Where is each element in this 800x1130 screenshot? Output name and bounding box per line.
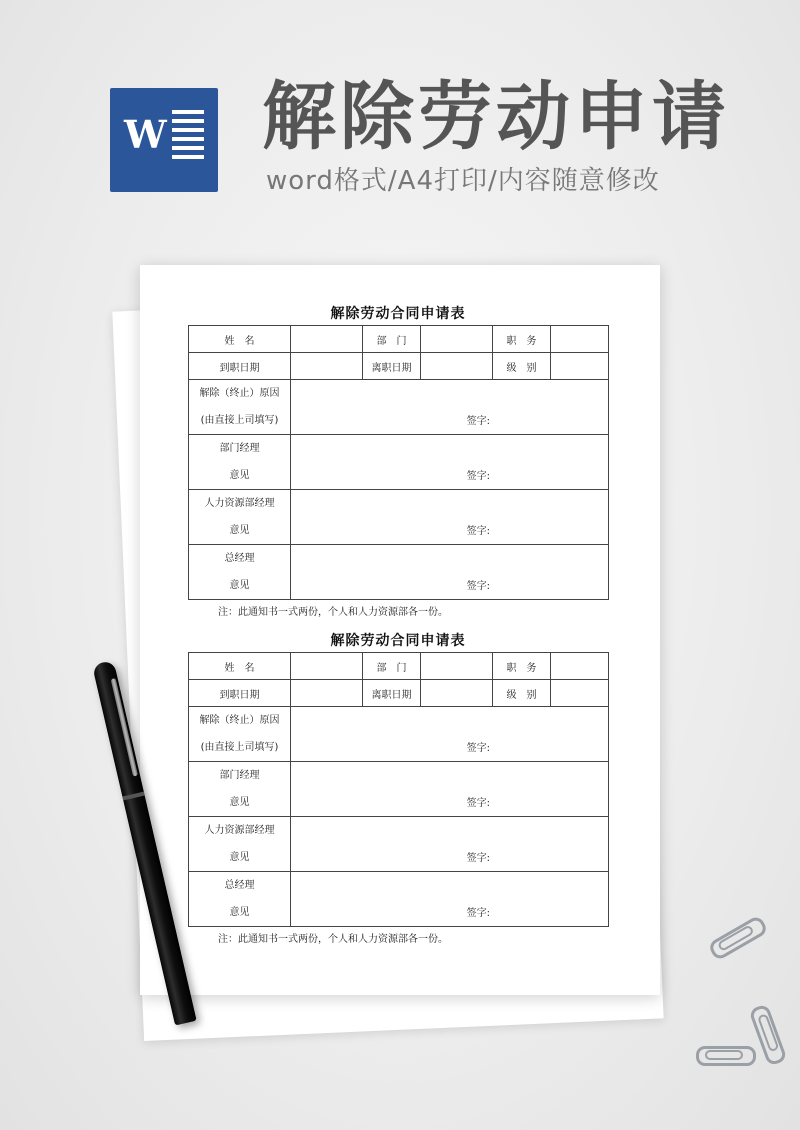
dept-field[interactable] (421, 653, 493, 680)
gm-label-line2: 意见 (229, 580, 250, 591)
word-icon-lines (172, 110, 204, 164)
form-title: 解除劳动合同申请表 (330, 306, 466, 322)
reason-label-line2: (由直接上司填写) (200, 742, 279, 753)
table-row (189, 707, 609, 762)
table-row (189, 680, 609, 707)
dept-field[interactable] (421, 326, 493, 353)
dept-manager-label-line2: 意见 (229, 470, 250, 481)
level-label: 级 别 (493, 680, 551, 707)
paperclip-icon (696, 1046, 756, 1066)
form-table (188, 652, 609, 927)
position-label: 职 务 (493, 653, 551, 680)
form-note: 注：此通知书一式两份，个人和人力资源部各一份。 (218, 607, 448, 618)
table-row (189, 872, 609, 927)
hr-manager-label-line1: 人力资源部经理 (204, 498, 275, 509)
signature-label: 签字: (466, 471, 490, 482)
entry-date-field[interactable] (291, 680, 363, 707)
document-page (140, 265, 660, 995)
name-label: 姓 名 (189, 326, 291, 353)
position-field[interactable] (551, 326, 609, 353)
gm-field[interactable] (291, 872, 609, 927)
position-field[interactable] (551, 653, 609, 680)
dept-manager-field[interactable] (291, 435, 609, 490)
hr-manager-label-line2: 意见 (229, 852, 250, 863)
hr-manager-label (189, 490, 291, 545)
form-note: 注：此通知书一式两份，个人和人力资源部各一份。 (218, 934, 448, 945)
signature-label: 签字: (466, 853, 490, 864)
name-label: 姓 名 (189, 653, 291, 680)
entry-date-label: 到职日期 (189, 353, 291, 380)
gm-label (189, 872, 291, 927)
table-row (189, 326, 609, 353)
gm-label-line1: 总经理 (224, 880, 255, 891)
reason-label-line2: (由直接上司填写) (200, 415, 279, 426)
leave-date-field[interactable] (421, 353, 493, 380)
dept-manager-label (189, 762, 291, 817)
table-row (189, 817, 609, 872)
form-2 (188, 630, 608, 953)
entry-date-field[interactable] (291, 353, 363, 380)
level-label: 级 别 (493, 353, 551, 380)
gm-label-line2: 意见 (229, 907, 250, 918)
table-row (189, 545, 609, 600)
form-title: 解除劳动合同申请表 (330, 633, 466, 649)
signature-label: 签字: (466, 743, 490, 754)
table-row (189, 762, 609, 817)
hr-manager-label-line2: 意见 (229, 525, 250, 536)
level-field[interactable] (551, 353, 609, 380)
leave-date-label: 离职日期 (363, 680, 421, 707)
signature-label: 签字: (466, 908, 490, 919)
gm-field[interactable] (291, 545, 609, 600)
level-field[interactable] (551, 680, 609, 707)
dept-label: 部 门 (363, 326, 421, 353)
word-icon-letter: W (124, 112, 167, 157)
name-field[interactable] (291, 326, 363, 353)
hr-manager-field[interactable] (291, 817, 609, 872)
signature-label: 签字: (466, 798, 490, 809)
entry-date-label: 到职日期 (189, 680, 291, 707)
dept-manager-label-line2: 意见 (229, 797, 250, 808)
gm-label-line1: 总经理 (224, 553, 255, 564)
signature-label: 签字: (466, 526, 490, 537)
pen-band (122, 792, 144, 801)
form-1 (188, 303, 608, 626)
reason-label-line1: 解除（终止）原因 (199, 715, 280, 726)
form-table (188, 325, 609, 600)
reason-field[interactable] (291, 707, 609, 762)
table-row (189, 435, 609, 490)
word-icon (110, 88, 218, 192)
dept-label: 部 门 (363, 653, 421, 680)
hr-manager-label (189, 817, 291, 872)
dept-manager-label-line1: 部门经理 (219, 443, 260, 454)
dept-manager-field[interactable] (291, 762, 609, 817)
dept-manager-label-line1: 部门经理 (219, 770, 260, 781)
reason-field[interactable] (291, 380, 609, 435)
page-title: 解除劳动申请 (262, 74, 730, 160)
hr-manager-field[interactable] (291, 490, 609, 545)
dept-manager-label (189, 435, 291, 490)
table-row (189, 380, 609, 435)
table-row (189, 490, 609, 545)
position-label: 职 务 (493, 326, 551, 353)
hr-manager-label-line1: 人力资源部经理 (204, 825, 275, 836)
reason-label (189, 707, 291, 762)
name-field[interactable] (291, 653, 363, 680)
table-row (189, 353, 609, 380)
signature-label: 签字: (466, 581, 490, 592)
gm-label (189, 545, 291, 600)
leave-date-field[interactable] (421, 680, 493, 707)
page-subtitle: word格式/A4打印/内容随意修改 (266, 166, 660, 196)
leave-date-label: 离职日期 (363, 353, 421, 380)
table-row (189, 653, 609, 680)
signature-label: 签字: (466, 416, 490, 427)
reason-label (189, 380, 291, 435)
reason-label-line1: 解除（终止）原因 (199, 388, 280, 399)
